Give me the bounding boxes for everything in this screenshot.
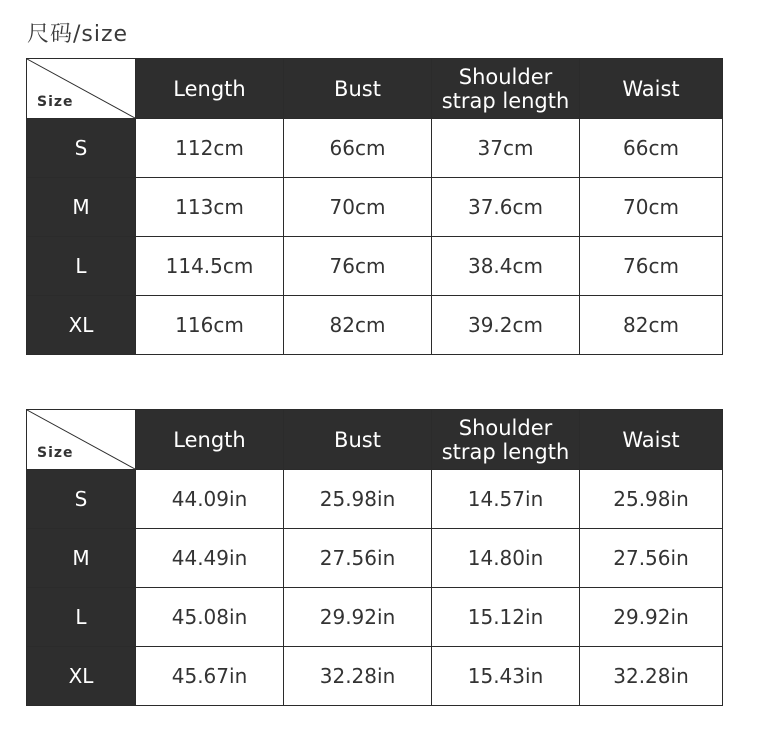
header-shoulder-line-2: strap length [441,439,570,464]
table-row [27,296,723,355]
bust-value: 29.92in [284,588,432,647]
shoulder-value: 14.80in [432,529,580,588]
waist-value: 27.56in [580,529,723,588]
waist-value: 66cm [580,119,723,178]
corner-label: Size [37,445,74,461]
shoulder-value: 37cm [432,119,580,178]
table-header-row [27,410,723,470]
waist-value: 70cm [580,178,723,237]
header-waist: Waist [580,410,723,470]
table-row [27,178,723,237]
waist-value: 82cm [580,296,723,355]
waist-value: 76cm [580,237,723,296]
header-shoulder-line-2: strap length [441,88,570,113]
shoulder-value: 15.12in [432,588,580,647]
size-label: S [27,470,136,529]
shoulder-value: 37.6cm [432,178,580,237]
header-waist: Waist [580,59,723,119]
header-bust: Bust [284,410,432,470]
length-value: 45.67in [136,647,284,706]
corner-label: Size [37,94,74,110]
size-label: XL [27,647,136,706]
bust-value: 32.28in [284,647,432,706]
length-value: 44.49in [136,529,284,588]
table-row [27,529,723,588]
bust-value: 25.98in [284,470,432,529]
waist-value: 25.98in [580,470,723,529]
size-label: M [27,529,136,588]
length-value: 114.5cm [136,237,284,296]
table-row [27,119,723,178]
shoulder-value: 39.2cm [432,296,580,355]
length-value: 112cm [136,119,284,178]
shoulder-value: 14.57in [432,470,580,529]
length-value: 44.09in [136,470,284,529]
size-label: M [27,178,136,237]
size-table-cm [26,58,723,355]
header-shoulder-strap-length [432,410,580,470]
header-shoulder-line-1: Shoulder [458,415,553,440]
page-title: 尺码/size [27,22,129,47]
size-label: L [27,237,136,296]
length-value: 116cm [136,296,284,355]
bust-value: 76cm [284,237,432,296]
size-label: S [27,119,136,178]
shoulder-value: 38.4cm [432,237,580,296]
table-row [27,470,723,529]
size-table-in [26,409,723,706]
table-header-row [27,59,723,119]
bust-value: 66cm [284,119,432,178]
bust-value: 70cm [284,178,432,237]
header-bust: Bust [284,59,432,119]
table-row [27,647,723,706]
length-value: 113cm [136,178,284,237]
header-shoulder-strap-length [432,59,580,119]
size-label: XL [27,296,136,355]
bust-value: 82cm [284,296,432,355]
corner-cell [27,59,136,119]
header-length: Length [136,59,284,119]
header-shoulder-line-1: Shoulder [458,64,553,89]
bust-value: 27.56in [284,529,432,588]
shoulder-value: 15.43in [432,647,580,706]
waist-value: 29.92in [580,588,723,647]
size-label: L [27,588,136,647]
length-value: 45.08in [136,588,284,647]
table-row [27,588,723,647]
table-row [27,237,723,296]
waist-value: 32.28in [580,647,723,706]
header-length: Length [136,410,284,470]
corner-cell [27,410,136,470]
